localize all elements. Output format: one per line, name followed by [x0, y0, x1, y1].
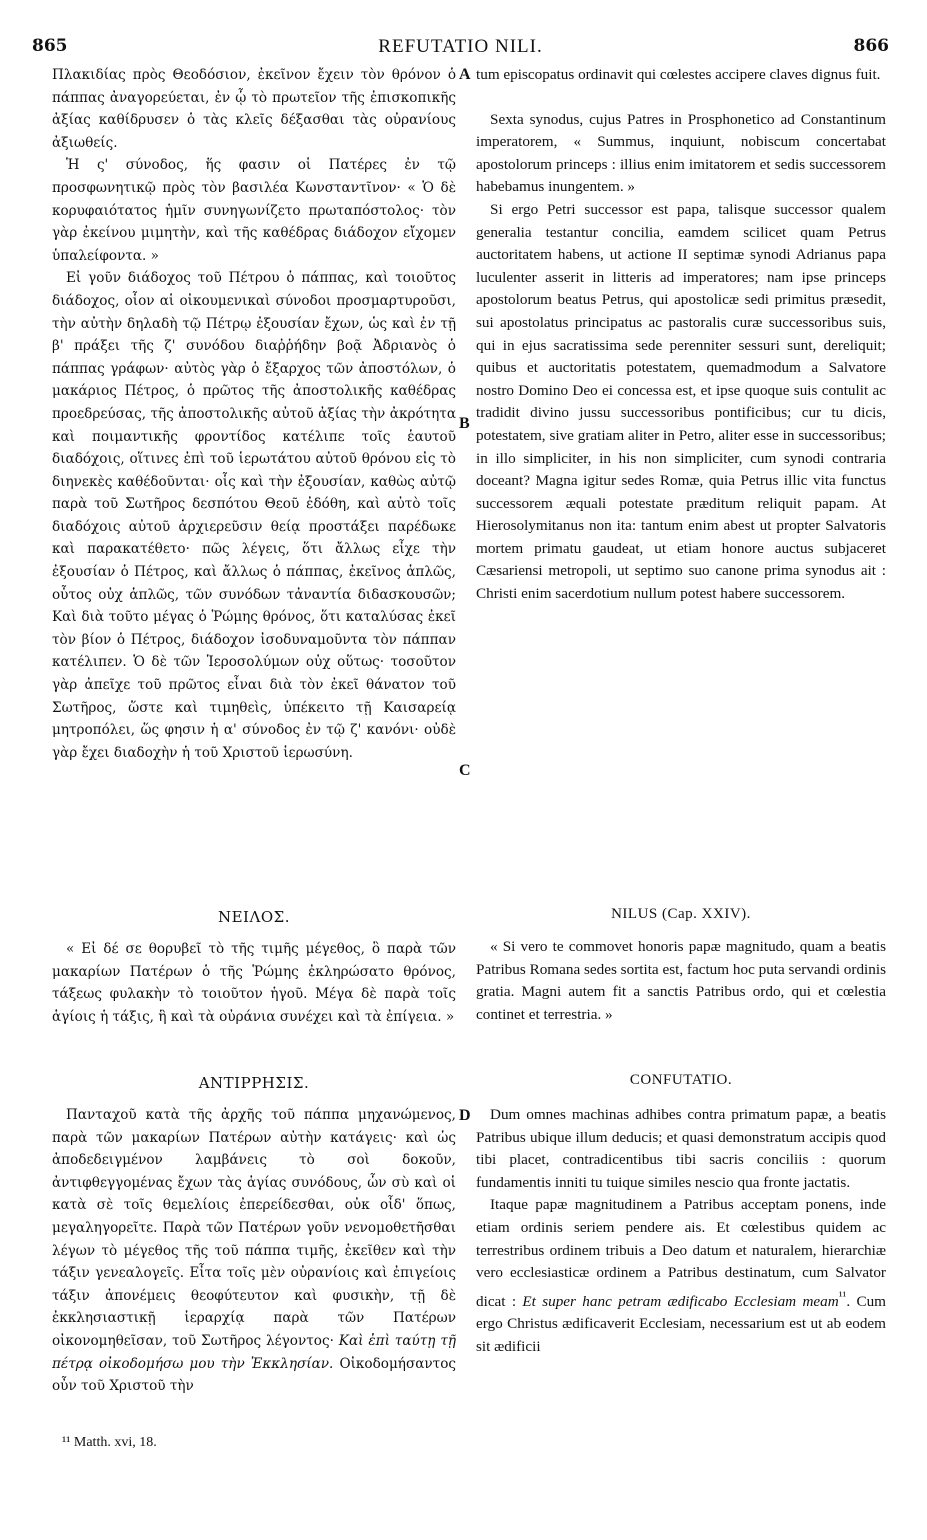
- latin-paragraph: Dum omnes machinas adhibes contra primatum papæ, a beatis Patribus ubique illum deducis; et quasi demonstratum accipis quod tibi placet, contradicentibus tibi sacris conciliis : quorum fundamentis inniti tu tuique similes nescio qua fronte jactatis.: [476, 1106, 886, 1191]
- greek-text-block-3: [52, 1104, 456, 1398]
- latin-scripture-quote: Et super hanc petram ædificabo Ecclesiam meam: [522, 1292, 839, 1310]
- greek-paragraph: Ἡ ς' σύνοδος, ἥς φασιν οἱ Πατέρες ἐν τῷ προσφωνητικῷ πρὸς τὸν βασιλέα Κωνσταντῖνον· « Ὁ δὲ κορυφαιότατος ἡμῖν συνηγωνίζετο πρωταπόστολος· τὸν γὰρ ἐκείνου μιμητὴν, καὶ τῆς καθέδρας διάδοχον εἴχομεν ὑπαλείφοντα. »: [52, 157, 456, 264]
- latin-paragraph: [476, 1194, 886, 1358]
- latin-paragraph: Si ergo Petri successor est papa, talisque successor qualem generalia testantur concilia, eamdem scilicet quam Petrus auctoritatem habens, ut actione II septimæ synodi Adrianus papa luculenter asserit in litteris ad imperatores; nam ipse princeps apostolorum beatus Petrus, qui apostolicæ sedi primitus præsedit, sui apostolatus principatus ac pastoralis curæ successoribus suis, qui in ejus sacratissima sede perenniter sessuri sunt, dereliquit; quibus et auctoritatis potestatem, quemadmodum a Salvatore nostro Domino Deo ei concessa est, et ipse quoque suis contulit ac tradidit divino jussu successoribus pontificibus; cur tu dicis, potestatem, sive gratiam aliter in Petro, aliter esse in successoribus; in illo simpliciter, in his non simpliciter, cum synodi contraria doceant? Magna igitur sedes Romæ, quia Petrus illic vita functus successorem æquali potestate præditum reliquit papam. At Hierosolymitanus non ita: tantum enim abest ut propter Salvatoris mortem primatu gaudeat, ut etiam honore auctus subjaceret Cæsariensi metropoli, ut septimo suo canone prima synodus ait : Christi enim sacerdotium nullum potest habere successorem.: [476, 200, 886, 603]
- heading-neilos: ΝΕΙΛΟΣ.: [217, 908, 290, 926]
- latin-text-block-1: [476, 64, 886, 606]
- running-title: REFUTATIO NILI.: [378, 36, 543, 57]
- margin-marker-d: D: [459, 1107, 471, 1124]
- latin-text-block-2: [476, 936, 886, 1026]
- greek-text: Οἰκοδομήσαντος οὖν τοῦ Χριστοῦ τὴν: [52, 1355, 456, 1395]
- page-header: [32, 36, 889, 58]
- greek-text: Πανταχοῦ κατὰ τῆς ἀρχῆς τοῦ πάππα μηχανώμενος, παρὰ τῶν μακαρίων Πατέρων αὐτὴν κατάγεις· καὶ ὡς ἀποδεδειγμένον λαμβάνεις τὸ σοὶ δοκοῦν, ἀντιφθεγγομένας ἔχων τὰς ἁγίας συνόδους, ὧν σὺ καὶ οἱ κατὰ σὲ τοῖς θεμελίοις ἐπερείδεσθαι, οὐκ οἶδ' ὅπως, μεγαληγορεῖτε. Παρὰ τῶν Πατέρων γοῦν νενομοθετῆσθαι λέγων τὸ μέγεθος τῆς τοῦ πάππα τιμῆς, ἐκεῖθεν καὶ τὴν τάξιν γενεαλογεῖς. Εἶτα τοῖς μὲν οὐρανίοις καὶ ἐπιγείοις τάξιν ἀπονέμεις θεοφύτευτον καὶ φυσικὴν, τῇ δὲ ἐκκλησιαστικῇ ἱεραρχίᾳ παρὰ τῶν Πατέρων οἰκονομηθεῖσαν, τοῦ Σωτῆρος λέγοντος·: [52, 1107, 456, 1349]
- heading-nilus: NILUS (Cap. XXIV).: [611, 906, 751, 922]
- margin-marker-c: C: [459, 762, 471, 779]
- greek-paragraph: Πλακιδίας πρὸς Θεοδόσιον, ἐκεῖνον ἔχειν τὸν θρόνον ὁ πάππας ἀναγορεύεται, ἐν ᾧ τὸ πρωτεῖον τῆς ἐπισκοπικῆς ἀξίας καθίδρυσεν ὁ τὰς κλεῖς δέξασθαι τὰς οὐρανίους ἀξιωθείς.: [52, 67, 456, 151]
- greek-quote-paragraph: « Εἰ δέ σε θορυβεῖ τὸ τῆς τιμῆς μέγεθος, ὃ παρὰ τῶν μακαρίων Πατέρων ὁ τῆς Ῥώμης ἐκληρώσατο θρόνος, τάξεως φυλακὴν τὸ τοιοῦτον ἡγοῦ. Μέγα δὲ παρὰ τοῖς ἁγίοις ἡ τάξις, ἣ καὶ τὰ οὐράνια συνέχει καὶ τὰ ἐπίγεια. »: [52, 941, 456, 1025]
- latin-text: . Cum ergo Christus ædificaverit Ecclesiam, necessarium est ut ab eodem sit ædificii: [476, 1292, 886, 1355]
- greek-text-block-1: [52, 64, 456, 764]
- latin-text: Itaque papæ magnitudinem a Patribus acceptam ponens, inde etiam ordinis seriem pendere ais. Et cœlestibus quidem ac terrestribus ordinem tribuis a Deo datum et naturalem, hierarchiæ vero ecclesiasticæ ordinem a Patribus destinatum, cum Salvator dicat :: [476, 1196, 886, 1310]
- greek-paragraph: Εἰ γοῦν διάδοχος τοῦ Πέτρου ὁ πάππας, καὶ τοιοῦτος διάδοχος, οἷον αἱ οἰκουμενικαὶ σύνοδοι προσμαρτυροῦσι, τὴν αὐτὴν δηλαδὴ τῷ Πέτρῳ ἐξουσίαν ἔχων, ὡς καὶ ἐν τῇ β' πράξει τῆς ζ' συνόδου διαῤῥήδην βοᾷ Ἀδριανὸς ὁ πάππας γράφων· αὐτὸς γὰρ ὁ ἔξαρχος τῶν ἀποστόλων, ὁ μακάριος Πέτρος, ὁ πρῶτος τῆς ἀποστολικῆς καθέδρας προεδρεύσας, τῆς ἀποστολικῆς αὐτοῦ ἀξίας τὴν ἀκρότητα καὶ ποιμαντικῆς φροντίδος κατέλιπε τοῖς ἑαυτοῦ διαδόχοις, οἵτινες ἐπὶ τοῦ ἱερωτάτου αὐτοῦ θρόνου εἰς τὸ διηνεκὲς καθέδοῦνται· οἷς καὶ τὴν ἐξουσίαν, καθὼς αὐτῷ παρὰ τοῦ Σωτῆρος δεσπότου Θεοῦ ἐδόθη, καὶ αὐτὸ τοῖς διαδόχοις αὐτοῦ ἀρχιερεῦσιν θείᾳ προστάξει παρέδωκε καὶ παρακατέθετο· πῶς λέγεις, ὅτι ἄλλως εἶχε τὴν ἐξουσίαν ὁ Πέτρος, καὶ ἄλλως ὁ πάππας, ἐκεῖνος ἁπλῶς, οὗτος οὐχ ἁπλῶς, τῶν συνόδων τἀναντία διδασκουσῶν; Καὶ διὰ τοῦτο μέγας ὁ Ῥώμης θρόνος, ὅτι καταλύσας ἐκεῖ τὸν βίον ὁ Πέτρος, διάδοχον ἰσοδυναμοῦντα τὸν πάππαν κατέλιπεν. Ὁ δὲ τῶν Ἱεροσολύμων οὐχ οὕτως· τοσοῦτον γὰρ ἀπεῖχε τοῦ πρῶτος εἶναι διὰ τὸν ἐκεῖ θάνατον τοῦ Σωτῆρος, ὥστε καὶ τιμηθεὶς, ὑπέκειτο τῇ Καισαρείᾳ μητροπόλει, ὥς φησιν ἡ α' σύνοδος ἐν τῷ ζ' κανόνι· οὐδὲ γὰρ ἔχει διαδοχὴν ἡ τοῦ Χριστοῦ ἱερωσύνη.: [52, 270, 456, 761]
- latin-paragraph: Sexta synodus, cujus Patres in Prosphonetico ad Constantinum imperatorem, « Summus, inquiunt, nobiscum concertabat apostolorum princeps : illius enim imitatorem et sedis successorem habebamus inungentem. »: [476, 110, 886, 196]
- greek-text-block-2: [52, 938, 456, 1028]
- greek-paragraph: [52, 1104, 456, 1398]
- latin-paragraph: tum episcopatus ordinavit qui cœlestes accipere claves dignus fuit.: [476, 66, 881, 83]
- page-number-right: 866: [853, 36, 889, 56]
- page-number-left: 865: [32, 36, 68, 56]
- latin-quote-paragraph: « Si vero te commovet honoris papæ magnitudo, quam a beatis Patribus Romana sedes sortita est, factum hoc puta servandi ordinis gratia. Magni autem fit a sanctis Patribus ordo, qui et cœlestia continet et terrestria. »: [476, 938, 886, 1023]
- footnote-reference: ¹¹: [838, 1288, 847, 1303]
- heading-confutatio: CONFUTATIO.: [629, 1072, 733, 1088]
- margin-marker-a: A: [459, 66, 471, 83]
- margin-marker-b: B: [459, 415, 470, 432]
- latin-text-block-3: [476, 1104, 886, 1359]
- heading-antirrhesis: ΑΝΤΙΡΡΗΣΙΣ.: [198, 1074, 310, 1092]
- footnote: ¹¹ Matth. xvi, 18.: [62, 1435, 157, 1450]
- greek-scripture-quote: Καὶ ἐπὶ ταύτῃ τῇ πέτρᾳ οἰκοδομήσω μου τὴν Ἐκκλησίαν.: [52, 1332, 456, 1372]
